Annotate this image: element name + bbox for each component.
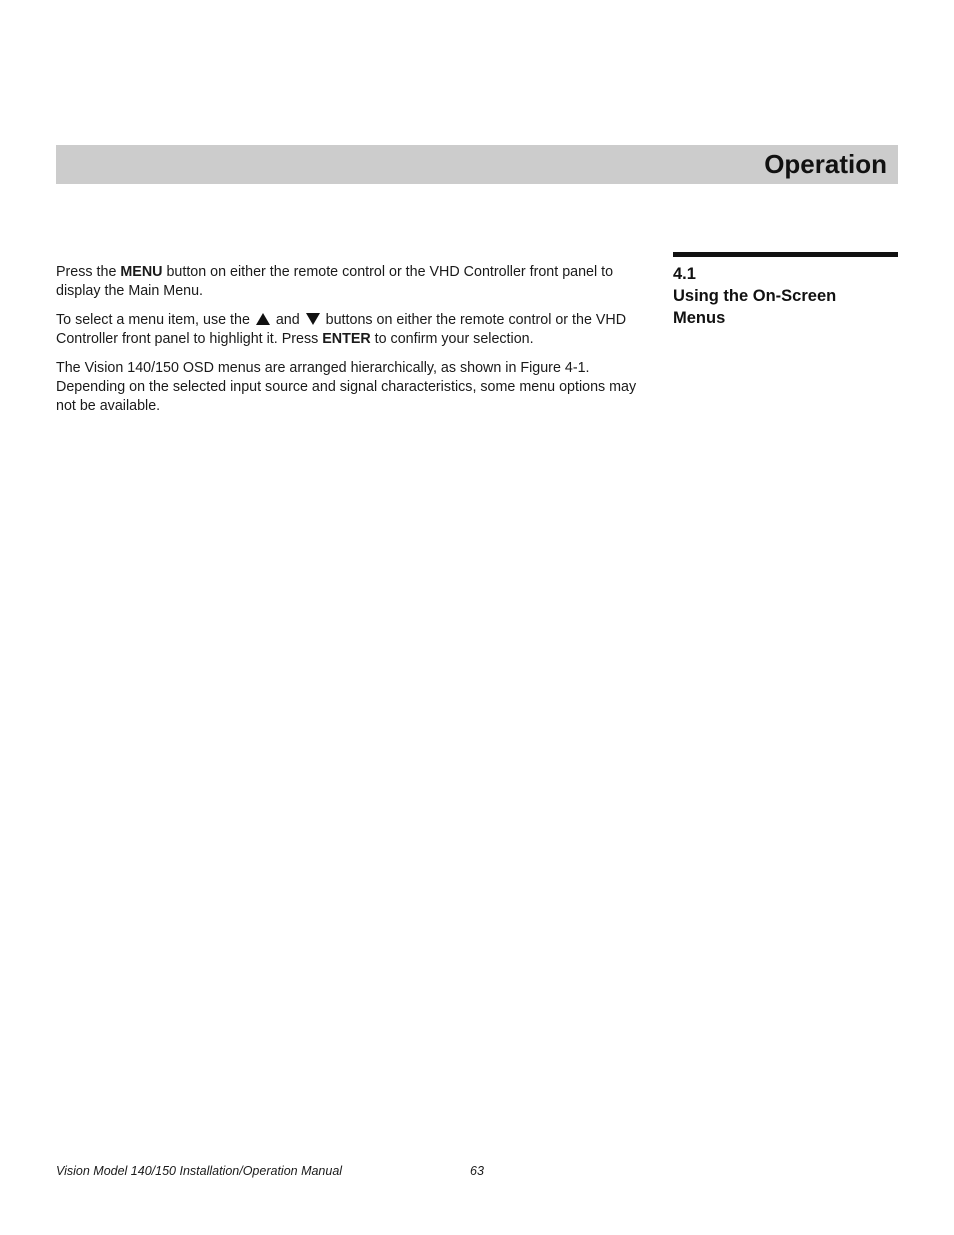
section-title-line2: Menus <box>673 309 726 327</box>
enter-keyword: ENTER <box>322 331 371 347</box>
p2-text-before: To select a menu item, use the <box>56 312 254 328</box>
chapter-title: Operation <box>764 149 887 179</box>
menu-keyword: MENU <box>120 264 163 280</box>
chapter-header-bar <box>56 145 898 184</box>
p1-text-after: button on either the remote control or the VHD Controller front panel to display the Main Menu. <box>56 264 614 299</box>
paragraph-select <box>56 311 656 349</box>
section-heading <box>673 263 898 329</box>
paragraph-menu <box>56 263 656 301</box>
body-text <box>56 263 656 426</box>
paragraph-hierarchy: The Vision 140/150 OSD menus are arranged hierarchically, as shown in Figure 4-1. Depending on the selected input source and signal characteristics, some menu options may not be available. <box>56 360 637 414</box>
section-title-line1: Using the On-Screen <box>673 287 837 305</box>
section-number: 4.1 <box>673 265 696 283</box>
p1-text-before: Press the <box>56 264 121 280</box>
footer-page-number: 63 <box>470 1164 484 1178</box>
p2-text-after-icons: buttons on either the remote control or the VHD Controller front panel to highlight it. Press <box>56 312 627 347</box>
p2-text-middle: and <box>271 312 304 328</box>
up-arrow-icon <box>256 313 270 325</box>
down-arrow-icon <box>306 313 320 325</box>
section-rule <box>673 252 898 257</box>
p2-text-after: to confirm your selection. <box>370 331 534 347</box>
footer-manual-title: Vision Model 140/150 Installation/Operation Manual <box>56 1164 343 1178</box>
